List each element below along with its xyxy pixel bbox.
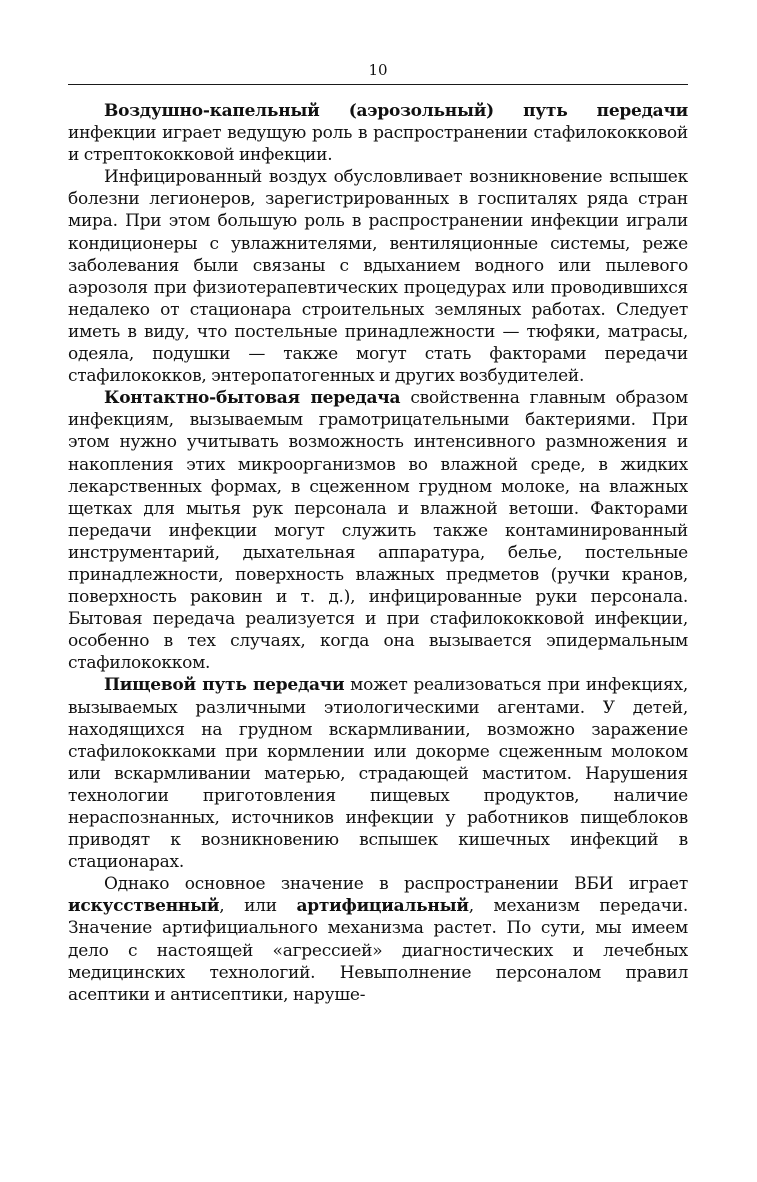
paragraph [68,166,688,387]
paragraph-text: Инфицированный воздух обусловливает возникновение вспышек болезни легионеров, зарегистрированных в госпиталях ряда стран мира. При этом большую роль в распространении инфекции играли кондиционеры с увлажнителями, вентиляционные системы, реже заболевания были связаны с вдыханием водного или пылевого аэрозоля при физиотерапевтических процедурах или проводившихся недалеко от стационара строительных земляных работах. Следует иметь в виду, что постельные принадлежности — тюфяки, матрасы, одеяла, подушки — также могут стать факторами передачи стафилококков, энтеропатогенных и других возбудителей. [68,167,688,387]
page-body [68,100,688,1006]
paragraph [68,100,688,166]
bold-term: искусственный [68,896,220,917]
bold-term: артифициальный [296,896,469,917]
paragraph-text: может реализоваться при инфекциях, вызываемых различными этиологическими агентами. У детей, находящихся на грудном вскармливании, возможно заражение стафилококками при кормлении или докорме сцеженным молоком или вскармливании матерью, страдающей маститом. Нарушения технологии приготовления пищевых продуктов, наличие нераспознанных, источников инфекции у работников пищеблоков приводят к возникновению вспышек кишечных инфекций в стационарах. [68,675,688,873]
bold-term: Контактно-бытовая передача [104,388,401,409]
bold-term: Пищевой путь передачи [104,675,345,696]
paragraph-text: , или [219,896,297,917]
paragraph [68,873,688,1006]
paragraph-text: , механизм передачи. Значение артифициального механизма растет. По сути, мы имеем дело с настоящей «агрессией» диагностических и лечебных медицинских технологий. Невыполнение персоналом правил асептики и антисептики, наруше- [68,896,688,1005]
paragraph-text: Однако основное значение в распространении ВБИ играет [104,874,688,895]
paragraph [68,387,688,674]
paragraph-text: инфекции играет ведущую роль в распространении стафилококковой и стрептококковой инфекции. [68,123,688,166]
page-header [68,60,688,85]
page-number: 10 [368,61,388,79]
bold-term: Воздушно-капельный (аэрозольный) путь передачи [104,101,688,121]
paragraph-text: свойственна главным образом инфекциям, вызываемым грамотрицательными бактериями. При этом нужно учитывать возможность интенсивного размножения и накопления этих микроорганизмов во влажной среде, в жидких лекарственных формах, в сцеженном грудном молоке, на влажных щетках для мытья рук персонала и влажной ветоши. Факторами передачи инфекции могут служить также контаминированный инструментарий, дыхательная аппаратура, белье, постельные принадлежности, поверхность влажных предметов (ручки кранов, поверхность раковин и т. д.), инфицированные руки персонала. Бытовая передача реализуется и при стафилококковой инфекции, особенно в тех случаях, когда она вызывается эпидермальным стафилококком. [68,388,689,674]
paragraph [68,674,688,873]
